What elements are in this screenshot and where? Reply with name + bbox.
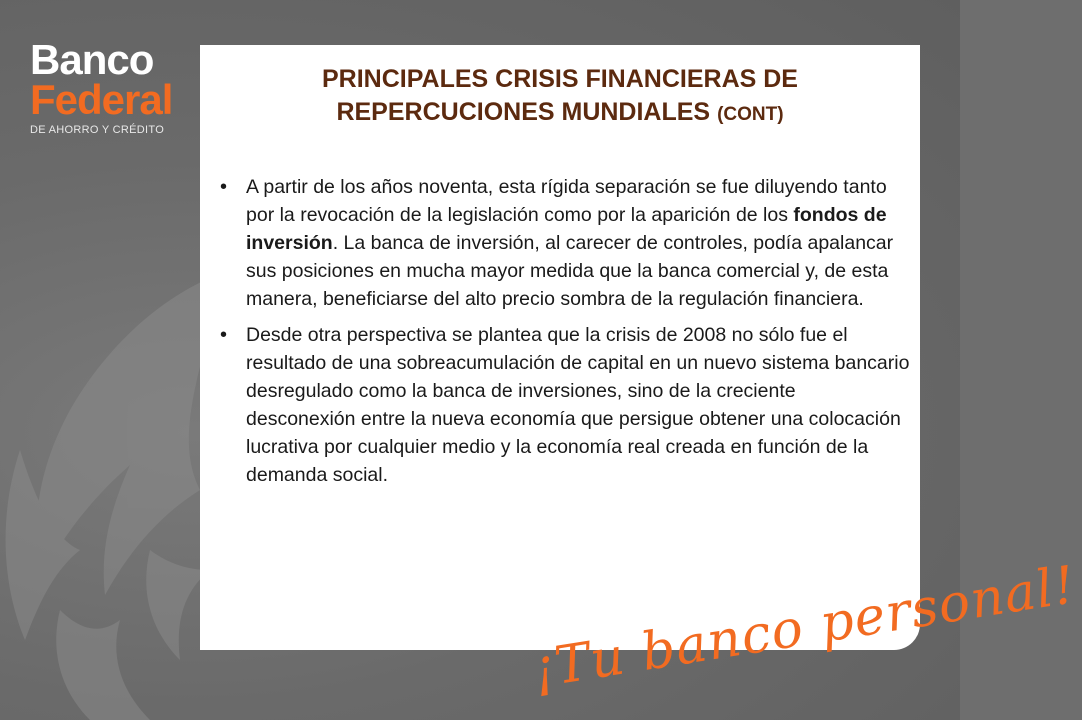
- title-line-2-text: REPERCUCIONES MUNDIALES: [336, 98, 711, 126]
- bullet-item-1: [220, 173, 910, 313]
- bullet-list: [220, 173, 910, 497]
- title-suffix: (CONT): [717, 104, 784, 125]
- title-line-2: [200, 96, 920, 131]
- bullet-2-text: Desde otra perspectiva se plantea que la crisis de 2008 no sólo fue el resultado de una sobreacumulación de capital en un nuevo sistema bancario desregulado como la banca de inversiones, sino de la creciente desconexión entre la nueva economía que persigue obtener una colocación lucrativa por cualquier medio y la economía real creada en función de la demanda social.: [246, 324, 910, 486]
- slogan: [529, 555, 1080, 720]
- logo-federal: Federal: [30, 76, 173, 123]
- bank-logo: [30, 36, 200, 136]
- bullet-item-2: [220, 321, 910, 489]
- bullet-1-text-before: A partir de los años noventa, esta rígida separación se fue diluyendo tanto por la revocación de la legislación como por la aparición de los: [246, 176, 887, 226]
- logo-subtitle: DE AHORRO Y CRÉDITO: [30, 124, 165, 136]
- slogan-text: ¡Tu banco personal!: [529, 555, 1080, 701]
- title-line-1: PRINCIPALES CRISIS FINANCIERAS DE: [322, 65, 798, 93]
- logo-banco: Banco: [30, 36, 154, 83]
- bullet-1-bold-term: fondos de inversión: [246, 204, 887, 254]
- content-panel: [200, 45, 920, 650]
- bullet-1-text-after: . La banca de inversión, al carecer de controles, podía apalancar sus posiciones en mucha mayor medida que la banca comercial y, de esta manera, beneficiarse del alto precio sombra de la regulación financiera.: [246, 232, 894, 310]
- slide-title: [200, 63, 920, 131]
